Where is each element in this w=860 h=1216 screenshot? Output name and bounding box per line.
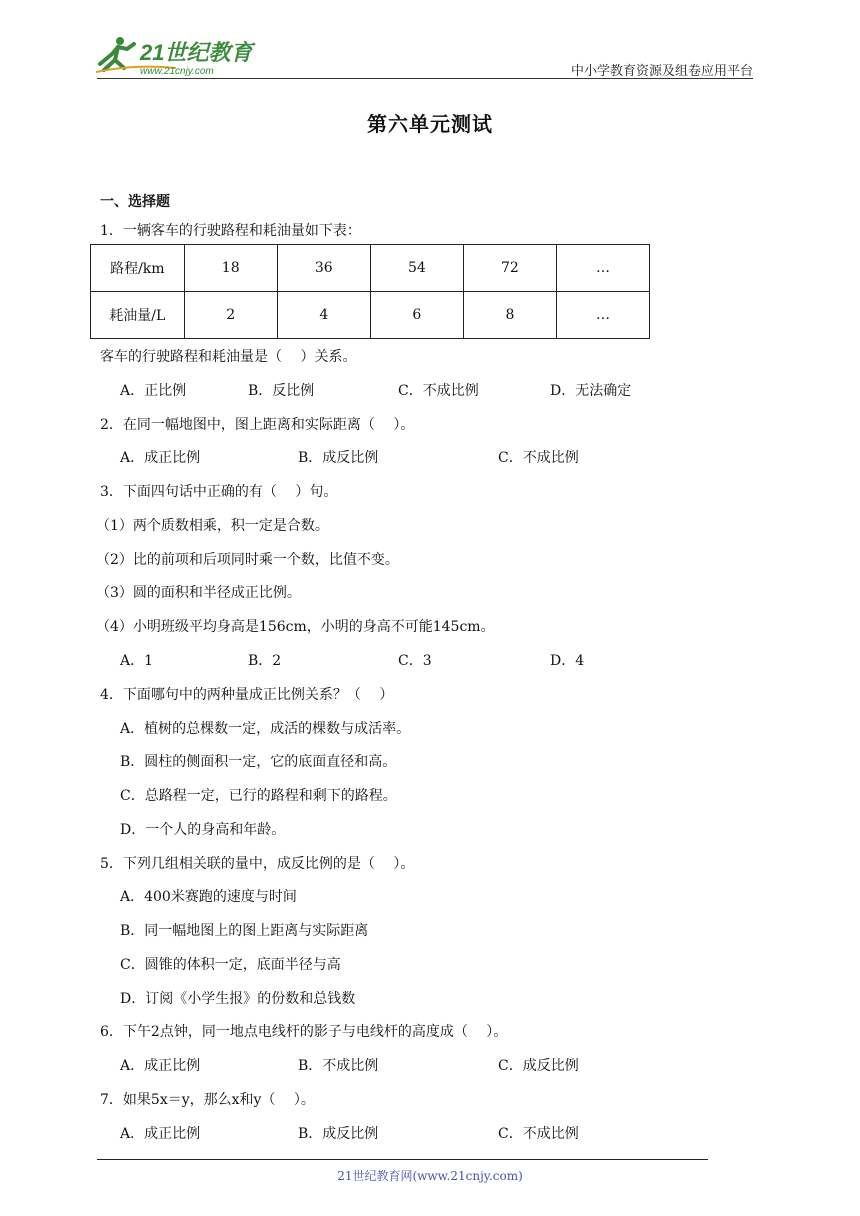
q3-item: （1）两个质数相乘，积一定是合数。 xyxy=(96,518,329,534)
table-cell: 路程/km xyxy=(91,245,185,292)
q2-stem: 2．在同一幅地图中，图上距离和实际距离（ ）。 xyxy=(100,417,415,433)
q1-stem: 1．一辆客车的行驶路程和耗油量如下表： xyxy=(100,223,361,239)
table-cell: … xyxy=(556,292,649,339)
q2-option-a[interactable]: A．成正比例 xyxy=(120,450,201,466)
q7-stem: 7．如果5x＝y，那么x和y（ ）。 xyxy=(100,1092,315,1108)
q6-option-b[interactable]: B．不成比例 xyxy=(298,1058,379,1074)
q1-option-b[interactable]: B．反比例 xyxy=(248,383,315,399)
table-cell: 18 xyxy=(184,245,277,292)
table-cell: 4 xyxy=(277,292,370,339)
footer-link[interactable]: 21世纪教育网(www.21cnjy.com) xyxy=(337,1169,523,1183)
q3-option-d[interactable]: D．4 xyxy=(550,653,585,669)
header-divider xyxy=(97,78,753,79)
table-cell: 2 xyxy=(184,292,277,339)
q3-option-c[interactable]: C．3 xyxy=(398,653,432,669)
q3-stem: 3．下面四句话中正确的有（ ）句。 xyxy=(100,484,338,500)
table-cell: 耗油量/L xyxy=(91,292,185,339)
q1-option-a[interactable]: A．正比例 xyxy=(120,383,187,399)
q1-table xyxy=(90,244,650,339)
q2-option-c[interactable]: C．不成比例 xyxy=(498,450,579,466)
q1-after: 客车的行驶路程和耗油量是（ ）关系。 xyxy=(100,349,357,365)
q4-option-d[interactable]: D．一个人的身高和年龄。 xyxy=(120,822,286,838)
table-cell: 6 xyxy=(370,292,463,339)
footer-divider xyxy=(97,1159,708,1160)
q5-option-a[interactable]: A．400米赛跑的速度与时间 xyxy=(120,889,297,905)
platform-name: 中小学教育资源及组卷应用平台 xyxy=(570,64,753,79)
q2-option-b[interactable]: B．成反比例 xyxy=(298,450,379,466)
q4-option-a[interactable]: A．植树的总棵数一定，成活的棵数与成活率。 xyxy=(120,721,411,737)
logo-url: www.21cnjy.com xyxy=(140,66,214,77)
q5-option-b[interactable]: B．同一幅地图上的图上距离与实际距离 xyxy=(120,923,369,939)
q6-option-c[interactable]: C．成反比例 xyxy=(498,1058,579,1074)
q3-option-a[interactable]: A．1 xyxy=(120,653,154,669)
table-cell: … xyxy=(556,245,649,292)
section-heading: 一、选择题 xyxy=(100,194,170,210)
q6-stem: 6．下午2点钟，同一地点电线杆的影子与电线杆的高度成（ ）。 xyxy=(100,1024,508,1040)
q6-option-a[interactable]: A．成正比例 xyxy=(120,1058,201,1074)
q5-option-c[interactable]: C．圆锥的体积一定，底面半径与高 xyxy=(120,957,341,973)
q5-stem: 5．下列几组相关联的量中，成反比例的是（ ）。 xyxy=(100,856,415,872)
q1-option-d[interactable]: D．无法确定 xyxy=(550,383,632,399)
q3-option-b[interactable]: B．2 xyxy=(248,653,282,669)
page-title: 第六单元测试 xyxy=(367,112,493,136)
table-row xyxy=(91,245,650,292)
q4-stem: 4．下面哪句中的两种量成正比例关系？（ ） xyxy=(100,687,394,703)
runner-logo-icon xyxy=(94,34,264,78)
q7-option-c[interactable]: C．不成比例 xyxy=(498,1126,579,1142)
q4-option-b[interactable]: B．圆柱的侧面积一定，它的底面直径和高。 xyxy=(120,754,397,770)
table-cell: 72 xyxy=(463,245,556,292)
brand-logo xyxy=(94,34,264,78)
logo-text: 21世纪教育 xyxy=(140,40,253,65)
q7-option-b[interactable]: B．成反比例 xyxy=(298,1126,379,1142)
q4-option-c[interactable]: C．总路程一定，已行的路程和剩下的路程。 xyxy=(120,788,397,804)
q3-item: （4）小明班级平均身高是156cm，小明的身高不可能145cm。 xyxy=(96,619,495,635)
table-cell: 36 xyxy=(277,245,370,292)
q1-option-c[interactable]: C．不成比例 xyxy=(398,383,479,399)
table-cell: 8 xyxy=(463,292,556,339)
q3-item: （2）比的前项和后项同时乘一个数，比值不变。 xyxy=(96,552,399,568)
table-cell: 54 xyxy=(370,245,463,292)
q5-option-d[interactable]: D．订阅《小学生报》的份数和总钱数 xyxy=(120,991,356,1007)
q3-item: （3）圆的面积和半径成正比例。 xyxy=(96,585,301,601)
table-row xyxy=(91,292,650,339)
q7-option-a[interactable]: A．成正比例 xyxy=(120,1126,201,1142)
